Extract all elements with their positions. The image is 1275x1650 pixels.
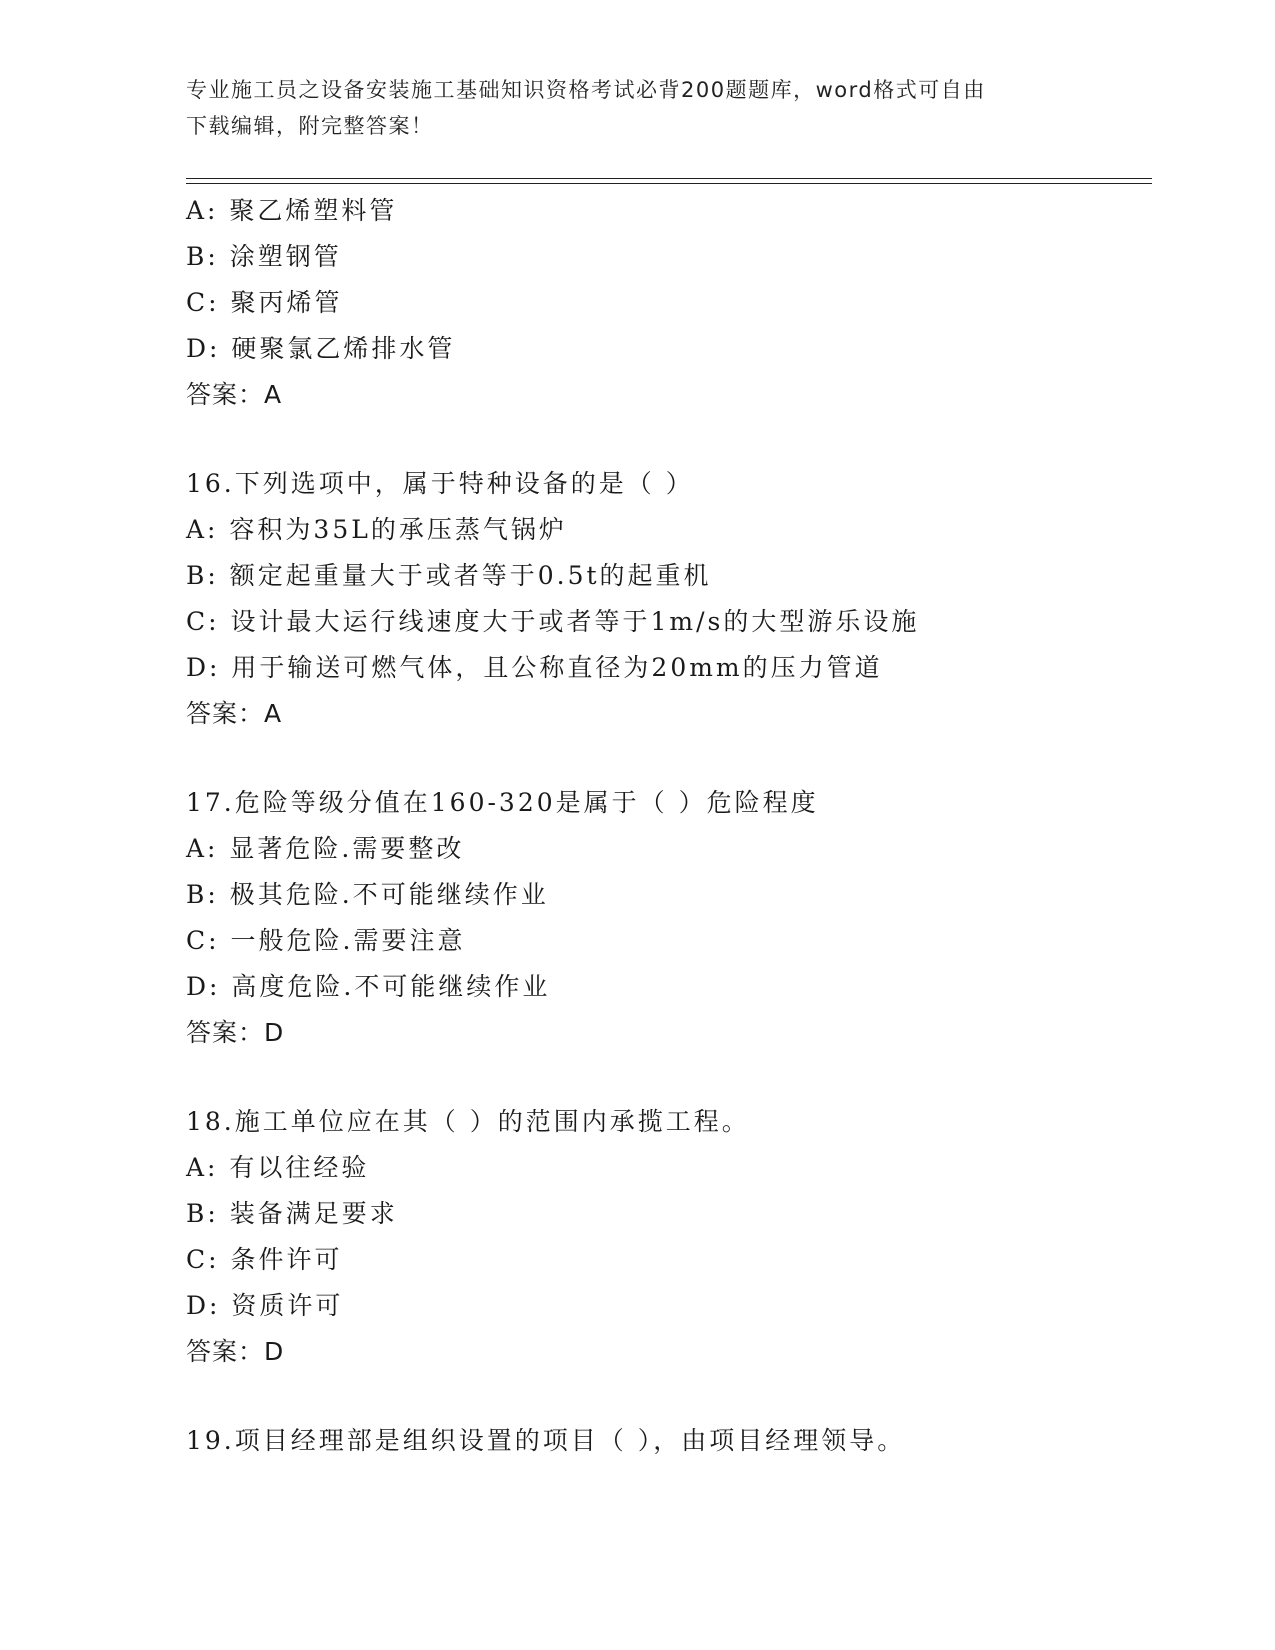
header-line-2: 下载编辑，附完整答案！ bbox=[186, 114, 434, 138]
option-d: D: 用于输送可燃气体，且公称直径为20mm的压力管道 bbox=[186, 653, 883, 682]
answer-line: 答案：A bbox=[186, 699, 283, 728]
option-c: C: 条件许可 bbox=[186, 1245, 343, 1274]
question-block-15 bbox=[186, 188, 1146, 418]
question-text: 19.项目经理部是组织设置的项目（ ），由项目经理领导。 bbox=[186, 1426, 906, 1455]
question-text: 17.危险等级分值在160-320是属于（ ）危险程度 bbox=[186, 788, 819, 817]
option-b: B: 装备满足要求 bbox=[186, 1199, 398, 1228]
header-line-1: 专业施工员之设备安装施工基础知识资格考试必背200题题库，word格式可自由 bbox=[186, 78, 986, 102]
document-header bbox=[186, 72, 1066, 144]
option-a: A: 有以往经验 bbox=[186, 1153, 370, 1182]
option-c: C: 一般危险.需要注意 bbox=[186, 926, 466, 955]
option-b: B: 额定起重量大于或者等于0.5t的起重机 bbox=[186, 561, 712, 590]
question-list bbox=[186, 188, 1146, 1464]
option-b: B: 极其危险.不可能继续作业 bbox=[186, 880, 549, 909]
option-d: D: 资质许可 bbox=[186, 1291, 344, 1320]
question-block-18 bbox=[186, 1099, 1146, 1375]
option-a: A: 聚乙烯塑料管 bbox=[186, 196, 398, 225]
answer-line: 答案：D bbox=[186, 1018, 285, 1047]
option-c: C: 聚丙烯管 bbox=[186, 288, 343, 317]
answer-line: 答案：D bbox=[186, 1337, 285, 1366]
question-text: 18.施工单位应在其（ ）的范围内承揽工程。 bbox=[186, 1107, 750, 1136]
option-d: D: 高度危险.不可能继续作业 bbox=[186, 972, 551, 1001]
answer-line: 答案：A bbox=[186, 380, 283, 409]
question-block-19 bbox=[186, 1418, 1146, 1464]
option-c: C: 设计最大运行线速度大于或者等于1m/s的大型游乐设施 bbox=[186, 607, 920, 636]
option-d: D: 硬聚氯乙烯排水管 bbox=[186, 334, 456, 363]
question-text: 16.下列选项中，属于特种设备的是（ ） bbox=[186, 469, 694, 498]
option-b: B: 涂塑钢管 bbox=[186, 242, 342, 271]
header-divider-bottom bbox=[186, 183, 1152, 184]
question-block-16 bbox=[186, 461, 1146, 737]
option-a: A: 容积为35L的承压蒸气锅炉 bbox=[186, 515, 567, 544]
option-a: A: 显著危险.需要整改 bbox=[186, 834, 465, 863]
question-block-17 bbox=[186, 780, 1146, 1056]
header-divider-top bbox=[186, 178, 1152, 179]
